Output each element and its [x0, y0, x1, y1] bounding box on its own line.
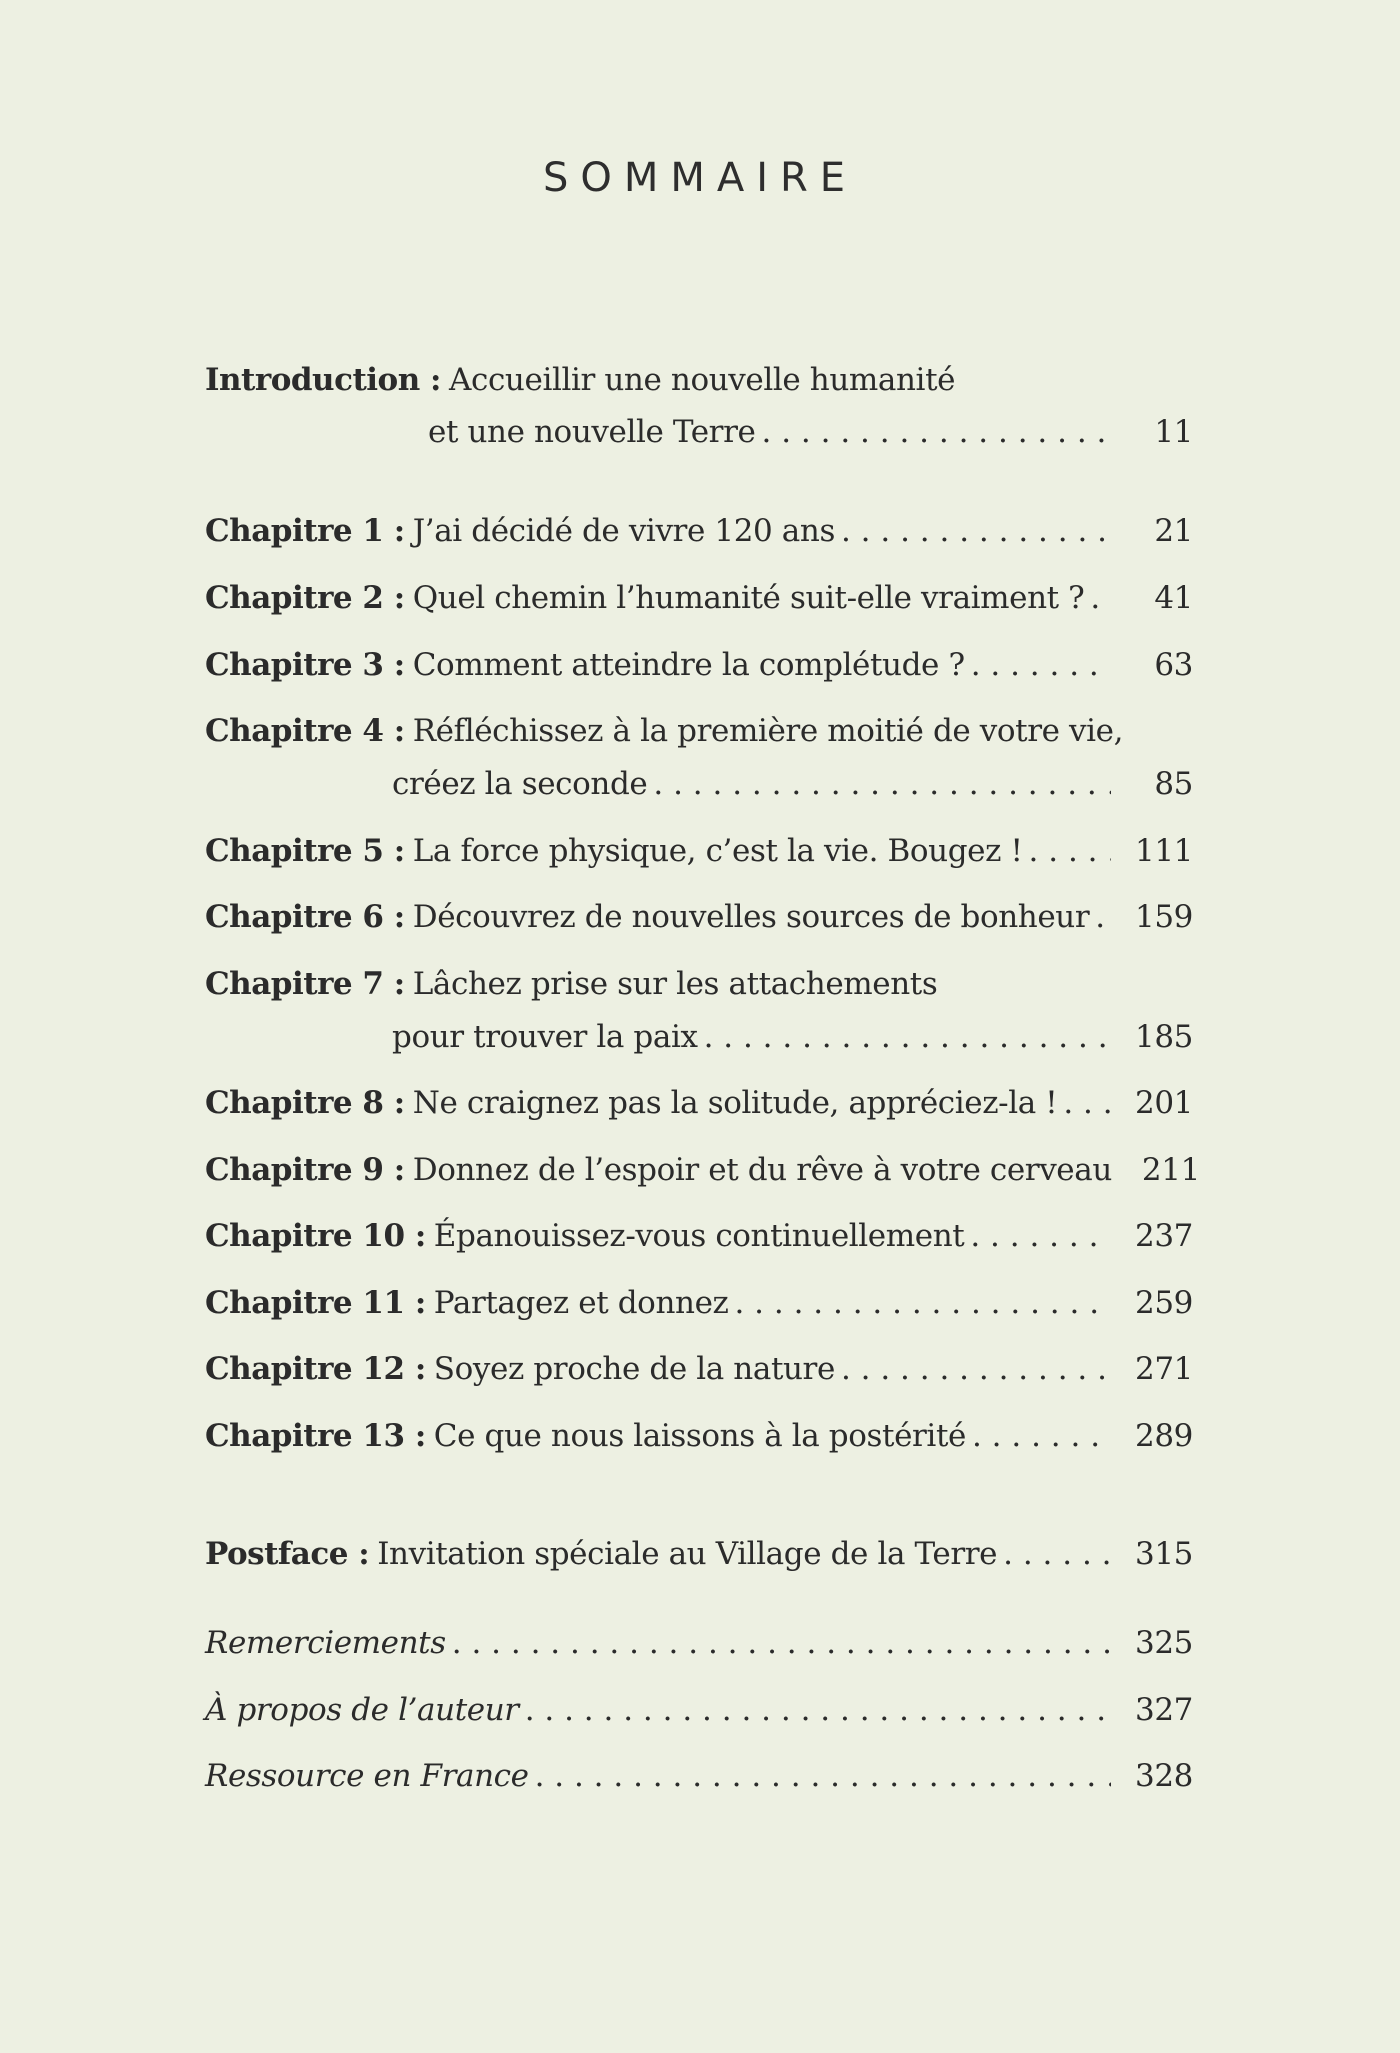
toc-label: Chapitre 7 : — [205, 966, 405, 1002]
toc-title: Lâchez prise sur les attachements — [412, 966, 938, 1002]
toc-page-number: 327 — [1135, 1692, 1193, 1728]
toc-entry-chapter-3 — [205, 643, 1193, 687]
toc-leader — [964, 1214, 1111, 1258]
toc-title: Ressource en France — [205, 1758, 529, 1794]
toc-page-number: 159 — [1135, 899, 1193, 935]
toc-page-number: 11 — [1154, 414, 1193, 450]
toc-title: pour trouver la paix — [392, 1019, 698, 1055]
toc-entry-chapter-11 — [205, 1281, 1193, 1325]
toc-entry-chapter-6 — [205, 895, 1193, 939]
toc-title: Soyez proche de la nature — [433, 1351, 835, 1387]
toc-page-number: 315 — [1135, 1536, 1193, 1572]
toc-label: Chapitre 8 : — [205, 1085, 405, 1121]
toc-label: Chapitre 1 : — [205, 513, 405, 549]
toc-entry-chapter-8 — [205, 1081, 1193, 1125]
toc-leader — [755, 410, 1111, 454]
toc-leader — [1057, 1081, 1111, 1125]
toc-label: Chapitre 10 : — [205, 1218, 426, 1254]
toc-label: Postface : — [205, 1536, 370, 1572]
toc-title: Remerciements — [205, 1625, 446, 1661]
toc-entry-remerciements — [205, 1621, 1193, 1665]
toc-leader — [1023, 829, 1111, 873]
toc-title: Accueillir une nouvelle humanité — [449, 362, 956, 398]
toc-leader — [728, 1281, 1111, 1325]
toc-label: Chapitre 2 : — [205, 580, 405, 616]
toc-leader — [519, 1688, 1111, 1732]
toc-page-number: 63 — [1154, 647, 1193, 683]
toc-page-number: 211 — [1141, 1152, 1200, 1188]
toc-page-number: 271 — [1135, 1351, 1193, 1387]
toc-entry-postface — [205, 1532, 1193, 1576]
toc-leader — [529, 1754, 1111, 1798]
toc-title: Comment atteindre la complétude ? — [412, 647, 965, 683]
toc-entry-chapter-7 — [205, 962, 1193, 1006]
toc-title: Réfléchissez à la première moitié de votre vie, — [412, 713, 1124, 749]
toc-label: Chapitre 5 : — [205, 833, 405, 869]
toc-page-number: 21 — [1154, 513, 1193, 549]
toc-label: Chapitre 13 : — [205, 1418, 426, 1454]
toc-label: Chapitre 6 : — [205, 899, 405, 935]
toc-entry-chapter-9 — [205, 1148, 1200, 1192]
toc-title: À propos de l’auteur — [205, 1692, 519, 1728]
toc-page-number: 41 — [1154, 580, 1193, 616]
toc-label: Chapitre 9 : — [205, 1152, 405, 1188]
toc-title: Partagez et donnez — [433, 1285, 729, 1321]
toc-entry-chapter-12 — [205, 1347, 1193, 1391]
toc-leader — [698, 1015, 1111, 1059]
toc-title: Quel chemin l’humanité suit-elle vraiment ? — [412, 580, 1085, 616]
toc-title: J’ai décidé de vivre 120 ans — [412, 513, 835, 549]
toc-entry-a-propos — [205, 1688, 1193, 1732]
toc-leader — [835, 509, 1111, 553]
toc-page-number: 328 — [1135, 1758, 1193, 1794]
toc-title: créez la seconde — [392, 766, 648, 802]
toc-entry-chapter-4 — [205, 709, 1193, 753]
toc-leader — [997, 1532, 1111, 1576]
toc-entry-chapter-2 — [205, 576, 1193, 620]
toc-page-number: 289 — [1135, 1418, 1193, 1454]
toc-entry-ressource — [205, 1754, 1193, 1798]
toc-leader — [966, 1414, 1111, 1458]
toc-page-number: 259 — [1135, 1285, 1193, 1321]
toc-entry-chapter-5 — [205, 829, 1193, 873]
toc-entry-chapter-10 — [205, 1214, 1193, 1258]
toc-entry-chapter-4-cont — [205, 762, 1193, 806]
toc-title: La force physique, c’est la vie. Bougez ! — [412, 833, 1023, 869]
toc-entry-introduction — [205, 358, 1193, 402]
toc-page-number: 111 — [1135, 833, 1193, 869]
toc-title: et une nouvelle Terre — [428, 414, 756, 450]
toc-page-number: 201 — [1135, 1085, 1193, 1121]
toc-label: Chapitre 4 : — [205, 713, 405, 749]
toc-page-number: 185 — [1135, 1019, 1193, 1055]
toc-entry-introduction-cont — [205, 410, 1193, 454]
toc-leader — [1084, 576, 1111, 620]
toc-entry-chapter-13 — [205, 1414, 1193, 1458]
toc-leader — [1089, 895, 1111, 939]
toc-label: Introduction : — [205, 362, 442, 398]
toc-title: Épanouissez-vous continuellement — [433, 1218, 965, 1254]
toc-title: Ne craignez pas la solitude, appréciez-la ! — [412, 1085, 1058, 1121]
toc-title: Donnez de l’espoir et du rêve à votre cerveau — [412, 1152, 1112, 1188]
toc-label: Chapitre 12 : — [205, 1351, 426, 1387]
toc-page-number: 325 — [1135, 1625, 1193, 1661]
toc-title: Ce que nous laissons à la postérité — [433, 1418, 966, 1454]
toc-label: Chapitre 3 : — [205, 647, 405, 683]
page-title: SOMMAIRE — [542, 155, 858, 201]
toc-entry-chapter-1 — [205, 509, 1193, 553]
toc-title: Invitation spéciale au Village de la Terre — [377, 1536, 998, 1572]
toc-leader — [446, 1621, 1111, 1665]
toc-page-number: 237 — [1135, 1218, 1193, 1254]
toc-label: Chapitre 11 : — [205, 1285, 426, 1321]
toc-leader — [647, 762, 1111, 806]
toc-leader — [835, 1347, 1111, 1391]
toc-page-number: 85 — [1154, 766, 1193, 802]
toc-entry-chapter-7-cont — [205, 1015, 1193, 1059]
toc-title: Découvrez de nouvelles sources de bonheur — [412, 899, 1090, 935]
toc-leader — [965, 643, 1111, 687]
